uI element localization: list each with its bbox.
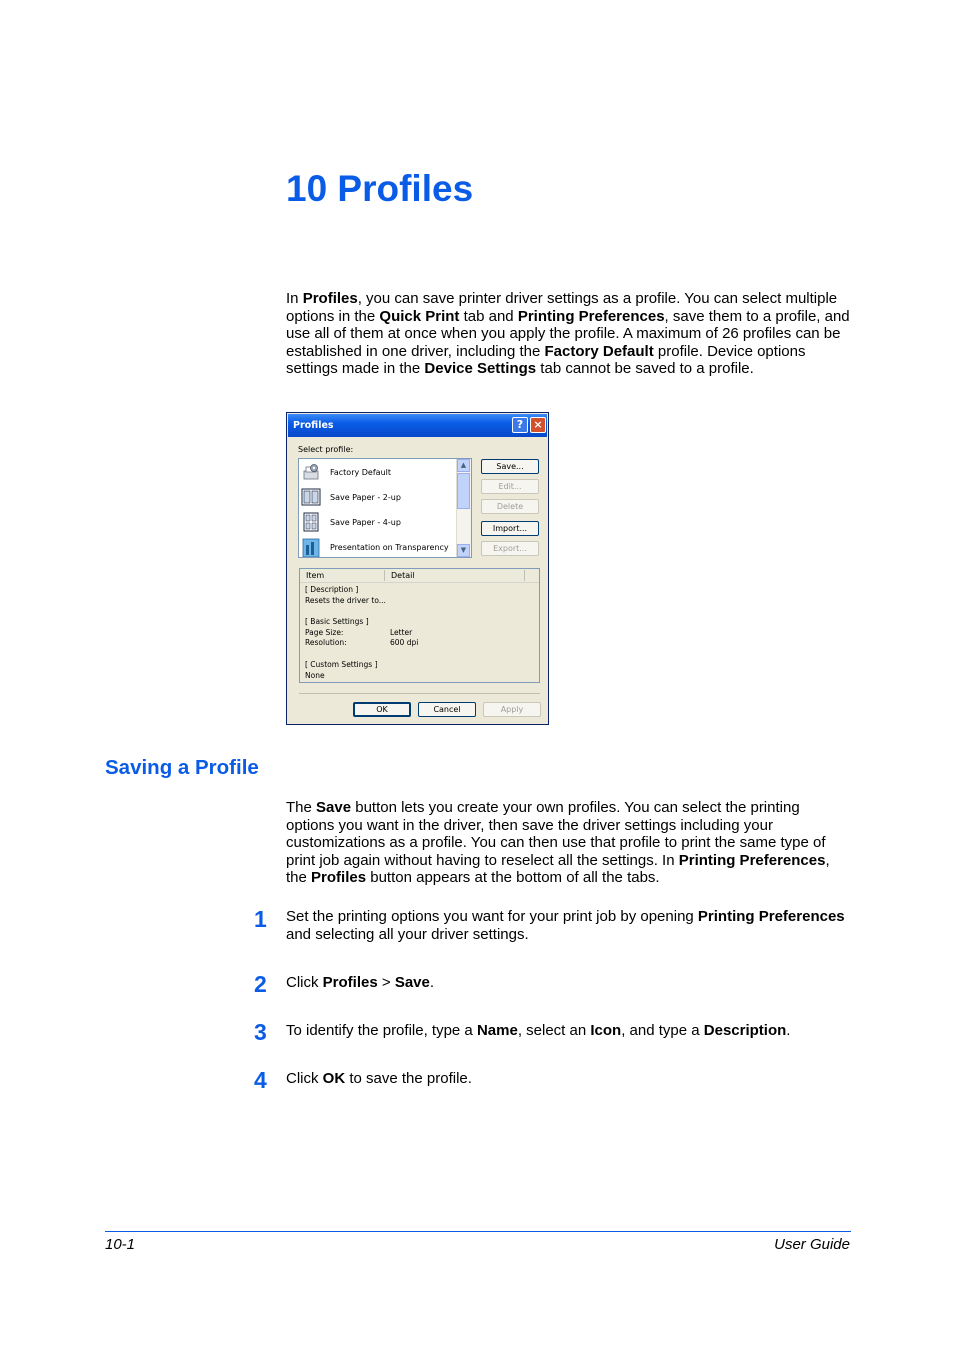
save-paragraph: The Save button lets you create your own profiles. You can select the printing options you want in the driver, then save the driver settings including your customizations as a profile. You can then use that profile to print the same type of print job again without having to reselect all the settings. In Printing Preferences, the Profiles button appears at the bottom of all the tabs. (286, 799, 830, 887)
resolution-value: 600 dpi (390, 638, 419, 647)
column-header-detail[interactable]: Detail (391, 571, 415, 580)
scroll-up-icon[interactable]: ▲ (457, 459, 470, 472)
scroll-down-icon[interactable]: ▼ (457, 544, 470, 557)
step-text: Set the printing options you want for your print job by opening Printing Preferences and selecting all your driver settings. (286, 908, 845, 943)
step-number: 2 (254, 971, 267, 997)
list-item-save-paper-4up[interactable] (301, 510, 455, 535)
list-item-save-paper-2up[interactable] (301, 485, 455, 510)
dialog-separator (299, 693, 540, 694)
apply-button[interactable]: Apply (483, 702, 541, 717)
gear-printer-icon (301, 462, 321, 482)
custom-settings-header: [ Custom Settings ] (305, 660, 378, 669)
chapter-title: 10 Profiles (286, 168, 474, 209)
description-text: Resets the driver to... (305, 596, 386, 605)
step-number: 4 (254, 1067, 267, 1093)
dialog-titlebar (288, 414, 547, 437)
profile-detail-pane (299, 568, 540, 683)
list-item-label: Save Paper - 2-up (330, 493, 401, 502)
step-text: To identify the profile, type a Name, select an Icon, and type a Description. (286, 1022, 791, 1039)
detail-header (300, 569, 539, 583)
list-scrollbar[interactable] (456, 459, 471, 557)
column-divider (384, 570, 385, 581)
intro-paragraph: In Profiles, you can save printer driver settings as a profile. You can select multiple options in the Quick Print tab and Printing Preferences, save them to a profile, and use all of them at once when you apply the profile. A maximum of 26 profiles can be established in one driver, including the Factory Default profile. Device options settings made in the Device Settings tab cannot be saved to a profile. (286, 290, 850, 378)
export-button[interactable]: Export... (481, 541, 539, 556)
profile-list[interactable] (298, 458, 472, 558)
two-up-pages-icon (301, 487, 321, 507)
save-button[interactable]: Save... (481, 459, 539, 474)
dialog-title: Profiles (293, 420, 334, 431)
four-up-pages-icon (301, 512, 321, 532)
footer-rule (105, 1231, 851, 1232)
section-heading: Saving a Profile (105, 756, 259, 779)
profiles-dialog-screenshot (286, 412, 549, 725)
step-number: 1 (254, 906, 267, 932)
ok-button[interactable]: OK (353, 702, 411, 717)
basic-settings-header: [ Basic Settings ] (305, 617, 369, 626)
list-item-factory-default[interactable] (301, 460, 455, 485)
column-divider (524, 570, 525, 581)
step-text: Click Profiles > Save. (286, 974, 435, 991)
resolution-label: Resolution: (305, 638, 347, 647)
delete-button[interactable]: Delete (481, 499, 539, 514)
step-text: Click OK to save the profile. (286, 1070, 472, 1087)
column-header-item[interactable]: Item (306, 571, 325, 580)
page-size-label: Page Size: (305, 628, 344, 637)
page-size-value: Letter (390, 628, 413, 637)
custom-settings-value: None (305, 671, 325, 680)
footer-guide-title: User Guide (774, 1236, 850, 1253)
description-header: [ Description ] (305, 585, 359, 594)
select-profile-label: Select profile: (298, 445, 354, 454)
step-number: 3 (254, 1019, 267, 1045)
help-icon[interactable]: ? (512, 417, 528, 433)
import-button[interactable]: Import... (481, 521, 539, 536)
list-item-label: Factory Default (330, 468, 391, 477)
transparency-icon (301, 537, 321, 557)
list-item-presentation-transparency[interactable] (301, 535, 455, 558)
edit-button[interactable]: Edit... (481, 479, 539, 494)
page-number: 10-1 (105, 1236, 136, 1253)
close-icon[interactable]: × (530, 417, 546, 433)
cancel-button[interactable]: Cancel (418, 702, 476, 717)
list-item-label: Save Paper - 4-up (330, 518, 401, 527)
list-item-label: Presentation on Transparency (330, 543, 449, 552)
scroll-thumb[interactable] (457, 473, 470, 509)
